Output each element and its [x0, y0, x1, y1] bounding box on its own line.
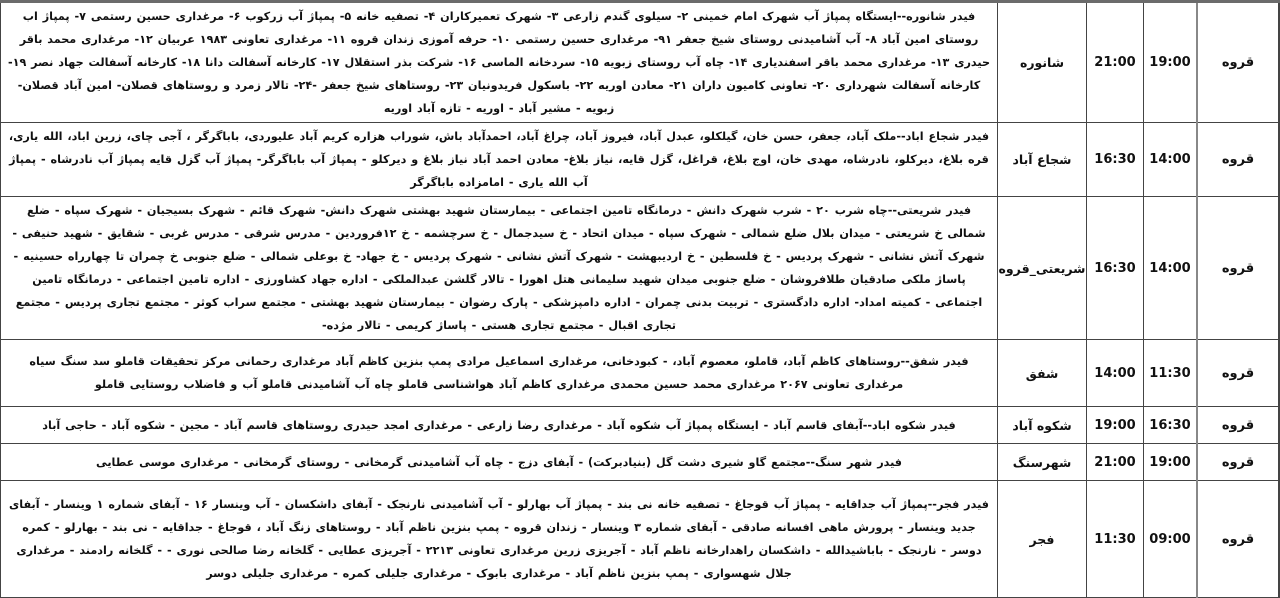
end-time-cell: 19:00 [1087, 407, 1144, 444]
feeder-name-cell: شجاع آباد [998, 123, 1087, 197]
start-time-cell: 09:00 [1144, 481, 1198, 598]
end-time-cell: 21:00 [1087, 2, 1144, 123]
affected-areas-cell: فیدر شکوه اباد--آبفای قاسم آباد - ایستگاه پمپاژ آب شکوه آباد - مرغداری رضا زارعی - مرغداری امجد حیدری روستاهای قاسم آباد - مجین - شکوه آباد - حاجی آباد [1, 407, 998, 444]
affected-areas-cell: فیدر شانوره--ایستگاه پمپاژ آب شهرک امام خمینی ۲- سیلوی گندم زارعی ۳- شهرک تعمیرکاران ۴- تصفیه خانه ۵- پمپاژ آب زرکوب ۶- مرغداری حسین رستمی ۷- پمپاژ اب روستای امین آباد ۸- آب آشامیدنی روستای شیخ جعفر ۹۱- مرغداری حسین رستمی ۱۰- حرفه آموزی زندان قروه ۱۱- مرغداری تعاونی ۱۹۸۳ عربیان ۱۲- مرغداری محمد باقر حیدری ۱۳- مرغداری محمد باقر اسفندیاری ۱۴- چاه آب روستای زبویه ۱۵- سردخانه الماسی ۱۶- شرکت بذر استقلال ۱۷- کارخانه آسفالت دانا ۱۸- کارخانه آسفالت جهاد نصر ۱۹- کارخانه آسفالت شهرداری ۲۰- تعاونی کامیون داران ۲۱- معادن اوریه ۲۲- باسکول فریدونیان ۲۳- روستاهای شیخ جعفر -۲۴- تالار زمرد و روستاهای قصلان- امین آباد قصلان- زبویه - مشیر آباد - اوریه - تازه آباد اوریه [1, 2, 998, 123]
city-cell: قروه [1197, 444, 1279, 481]
city-cell: قروه [1197, 123, 1279, 197]
feeder-name-cell: شفق [998, 340, 1087, 407]
table-row [1, 2, 1280, 123]
city-cell: قروه [1197, 407, 1279, 444]
end-time-cell: 11:30 [1087, 481, 1144, 598]
end-time-cell: 21:00 [1087, 444, 1144, 481]
start-time-cell: 11:30 [1144, 340, 1198, 407]
table-row [1, 197, 1280, 340]
start-time-cell: 19:00 [1144, 2, 1198, 123]
table-row [1, 123, 1280, 197]
start-time-cell: 16:30 [1144, 407, 1198, 444]
start-time-cell: 14:00 [1144, 123, 1198, 197]
end-time-cell: 14:00 [1087, 340, 1144, 407]
affected-areas-cell: فیدر شجاع اباد--ملک آباد، جعفر، حسن خان، گیلکلو، عبدل آباد، فیروز آباد، چراغ آباد، احمدآباد باش، شوراب هزاره کریم آباد علیوردی، باباگرگر ، آجی چای، زرین اباد، الله یاری، قره بلاغ، دیرکلو، نادرشاه، مهدی خان، اوج بلاغ، قراغل، گزل قایه، نیاز بلاغ- معادن احمد آباد نیاز بلاغ و دیرکلو - پمپاژ آب باباگرگر- پمپاژ آب گزل قایه پمپاژ آب نادرشاه - پمپاژ آب الله یاری - امامزاده باباگرگر [1, 123, 998, 197]
table-row [1, 444, 1280, 481]
feeder-name-cell: فجر [998, 481, 1087, 598]
start-time-cell: 19:00 [1144, 444, 1198, 481]
end-time-cell: 16:30 [1087, 197, 1144, 340]
city-cell: قروه [1197, 2, 1279, 123]
table-row [1, 340, 1280, 407]
feeder-name-cell: شریعتی_قروه [998, 197, 1087, 340]
end-time-cell: 16:30 [1087, 123, 1144, 197]
feeder-name-cell: شکوه آباد [998, 407, 1087, 444]
affected-areas-cell: فیدر شهر سنگ--مجتمع گاو شیری دشت گل (بنیادبرکت) - آبفای دزج - چاه آب آشامیدنی گرمخانی - روستای گرمخانی - مرغداری موسی عطایی [1, 444, 998, 481]
start-time-cell: 14:00 [1144, 197, 1198, 340]
city-cell: قروه [1197, 481, 1279, 598]
feeder-name-cell: شهرسنگ [998, 444, 1087, 481]
affected-areas-cell: فیدر فجر--پمپاژ آب جداقایه - پمپاژ آب قوجاغ - تصفیه خانه نی بند - پمپاژ آب بهارلو - آب آشامیدنی نارنجک - آبفای داشکسان - آب وینسار ۱۶ - آبفای شماره ۱ وینسار - آبفای جدید وینسار - پرورش ماهی افسانه صادقی - آبفای شماره ۳ وینسار - زندان قروه - پمپ بنزین ناظم آباد - روستاهای زنگ آباد ، قوجاغ - جداقایه - نی بند - بهارلو - کمره دوسر - نارنجک - باباشیدالله - داشکسان راهدارخانه ناظم آباد - آجریزی زرین مرغداری تعاونی ۲۲۱۳ - آجریزی عطایی - گلخانه رضا صالحی نوری - - گلخانه رادمند - مرغداری جلال شهسواری - پمپ بنزین ناظم آباد - مرغداری بابوک - مرغداری جلیلی کمره - مرغداری جلیلی دوسر [1, 481, 998, 598]
table-row [1, 481, 1280, 598]
city-cell: قروه [1197, 197, 1279, 340]
table-row [1, 407, 1280, 444]
city-cell: قروه [1197, 340, 1279, 407]
affected-areas-cell: فیدر شریعتی--چاه شرب ۲۰ - شرب شهرک دانش - درمانگاه تامین اجتماعی - بیمارستان شهید بهشتی شهرک دانش- شهرک قائم - شهرک بسیجیان - شهرک سپاه - ضلع شمالی خ شریعتی - میدان بلال ضلع شمالی - شهرک سپاه - میدان اتحاد - خ سیدجمال - خ سرچشمه - خ ۱۲فروردین - مدرس شرقی - مدرس غربی - شقایق - شهید حنیفی - شهرک آتش نشانی - شهرک پردیس - خ فلسطین - خ اردیبهشت - شهرک آتش نشانی - شهرک پردیس - خ جهاد- خ بوعلی شمالی - ضلع جنوبی خ چمران تا چهارراه حسینیه - پاساژ ملکی صادقیان طلافروشان - ضلع جنوبی میدان شهید سلیمانی هتل اهورا - تالار گلشن عبدالملکی - اداره جهاد کشاورزی - اداره تامین اجتماعی - درمانگاه تامین اجتماعی - کمیته امداد- اداره دادگستری - تربیت بدنی چمران - اداره دامپزشکی - پارک رضوان - بیمارستان شهید بهشتی - مجتمع سراب کوثر - مجتمع تجاری پردیس - مجتمع تجاری اقبال - مجتمع تجاری هستی - پاساژ کریمی - تالار مژده- [1, 197, 998, 340]
feeder-name-cell: شانوره [998, 2, 1087, 123]
affected-areas-cell: فیدر شفق--روستاهای کاظم آباد، قاملو، معصوم آباد، - کبودخانی، مرغداری اسماعیل مرادی پمپ بنزین کاظم آباد مرغداری رحمانی مرکز تحقیقات قاملو سد سنگ سیاه مرغداری تعاونی ۲۰۶۷ مرغداری محمد حسین محمدی مرغداری کاظم آباد هواشناسی قاملو چاه آب آشامیدنی قاملو آب و فاضلاب روستایی قاملو [1, 340, 998, 407]
